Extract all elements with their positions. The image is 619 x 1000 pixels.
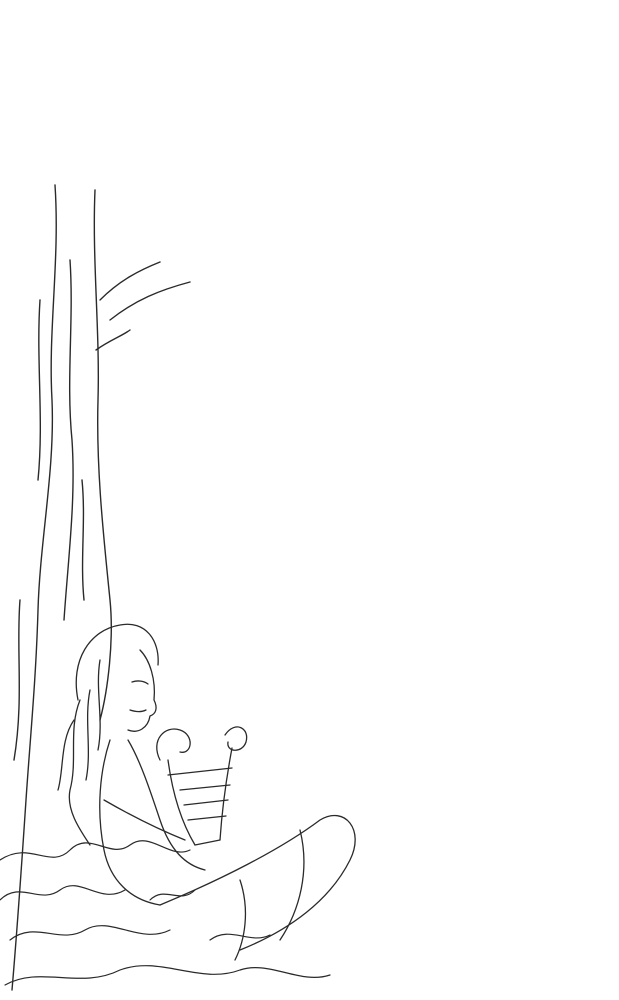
tree-trunk-drawing [12, 185, 190, 990]
bushes-drawing [0, 841, 330, 985]
harpist-figure-drawing [58, 624, 355, 960]
